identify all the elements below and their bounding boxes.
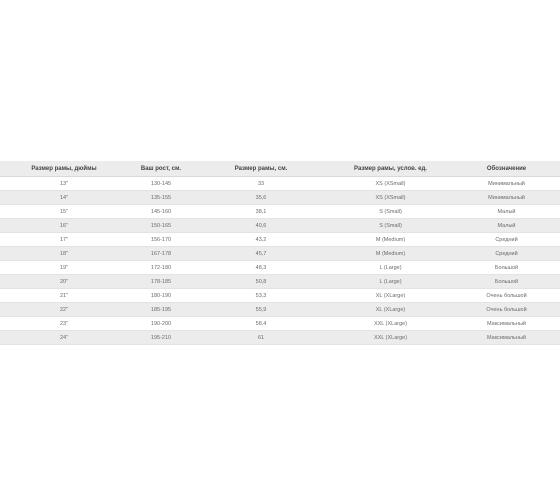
cell-designation: Большой [453, 261, 560, 275]
cell-designation: Малый [453, 219, 560, 233]
cell-frame-size-units: XXL (XLarge) [328, 331, 453, 345]
table-row [0, 205, 560, 219]
table-header [0, 161, 560, 177]
cell-height-cm: 180-190 [128, 289, 194, 303]
cell-designation: Средний [453, 233, 560, 247]
cell-height-cm: 150-165 [128, 219, 194, 233]
cell-height-cm: 172-180 [128, 261, 194, 275]
cell-designation: Очень большой [453, 289, 560, 303]
cell-frame-size-units: L (Large) [328, 261, 453, 275]
cell-height-cm: 156-170 [128, 233, 194, 247]
cell-frame-size-cm: 43,2 [194, 233, 328, 247]
table-body [0, 177, 560, 345]
cell-frame-size-cm: 33 [194, 177, 328, 191]
cell-designation: Малый [453, 205, 560, 219]
cell-frame-size-inches: 20" [0, 275, 128, 289]
cell-frame-size-units: M (Medium) [328, 233, 453, 247]
table-row [0, 289, 560, 303]
cell-height-cm: 185-195 [128, 303, 194, 317]
table-row [0, 331, 560, 345]
cell-frame-size-units: XL (XLarge) [328, 303, 453, 317]
cell-designation: Минимальный [453, 177, 560, 191]
cell-frame-size-cm: 48,3 [194, 261, 328, 275]
cell-frame-size-cm: 58,4 [194, 317, 328, 331]
header-frame-size-inches: Размер рамы, дюймы [0, 161, 128, 177]
table-row [0, 247, 560, 261]
table-row [0, 303, 560, 317]
cell-height-cm: 195-210 [128, 331, 194, 345]
cell-designation: Средний [453, 247, 560, 261]
cell-frame-size-inches: 18" [0, 247, 128, 261]
header-frame-size-cm: Размер рамы, см. [194, 161, 328, 177]
table-row [0, 261, 560, 275]
cell-frame-size-cm: 38,1 [194, 205, 328, 219]
header-frame-size-units: Размер рамы, услов. ед. [328, 161, 453, 177]
cell-frame-size-inches: 14" [0, 191, 128, 205]
cell-frame-size-cm: 53,3 [194, 289, 328, 303]
cell-frame-size-units: XL (XLarge) [328, 289, 453, 303]
cell-frame-size-inches: 24" [0, 331, 128, 345]
header-height-cm: Ваш рост, см. [128, 161, 194, 177]
table-row [0, 275, 560, 289]
cell-frame-size-inches: 19" [0, 261, 128, 275]
cell-designation: Максимальный [453, 317, 560, 331]
cell-height-cm: 167-178 [128, 247, 194, 261]
cell-frame-size-units: L (Large) [328, 275, 453, 289]
frame-size-table [0, 161, 560, 345]
cell-height-cm: 130-145 [128, 177, 194, 191]
header-designation: Обозначение [453, 161, 560, 177]
table-row [0, 233, 560, 247]
cell-frame-size-inches: 17" [0, 233, 128, 247]
cell-designation: Очень большой [453, 303, 560, 317]
cell-frame-size-units: S (Small) [328, 219, 453, 233]
cell-frame-size-inches: 23" [0, 317, 128, 331]
cell-frame-size-cm: 50,8 [194, 275, 328, 289]
cell-frame-size-inches: 22" [0, 303, 128, 317]
cell-frame-size-inches: 16" [0, 219, 128, 233]
table-row [0, 317, 560, 331]
cell-designation: Максимальный [453, 331, 560, 345]
cell-frame-size-cm: 40,6 [194, 219, 328, 233]
cell-height-cm: 178-185 [128, 275, 194, 289]
cell-height-cm: 145-160 [128, 205, 194, 219]
cell-frame-size-cm: 61 [194, 331, 328, 345]
cell-frame-size-units: S (Small) [328, 205, 453, 219]
cell-frame-size-units: XXL (XLarge) [328, 317, 453, 331]
cell-frame-size-units: XS (XSmall) [328, 191, 453, 205]
cell-frame-size-cm: 45,7 [194, 247, 328, 261]
cell-frame-size-inches: 13" [0, 177, 128, 191]
cell-height-cm: 135-155 [128, 191, 194, 205]
table-row [0, 219, 560, 233]
cell-frame-size-inches: 15" [0, 205, 128, 219]
cell-designation: Большой [453, 275, 560, 289]
header-row [0, 161, 560, 177]
table-row [0, 177, 560, 191]
table-row [0, 191, 560, 205]
cell-frame-size-units: XS (XSmall) [328, 177, 453, 191]
cell-designation: Минимальный [453, 191, 560, 205]
cell-height-cm: 190-200 [128, 317, 194, 331]
cell-frame-size-cm: 55,9 [194, 303, 328, 317]
cell-frame-size-inches: 21" [0, 289, 128, 303]
cell-frame-size-units: M (Medium) [328, 247, 453, 261]
cell-frame-size-cm: 35,6 [194, 191, 328, 205]
